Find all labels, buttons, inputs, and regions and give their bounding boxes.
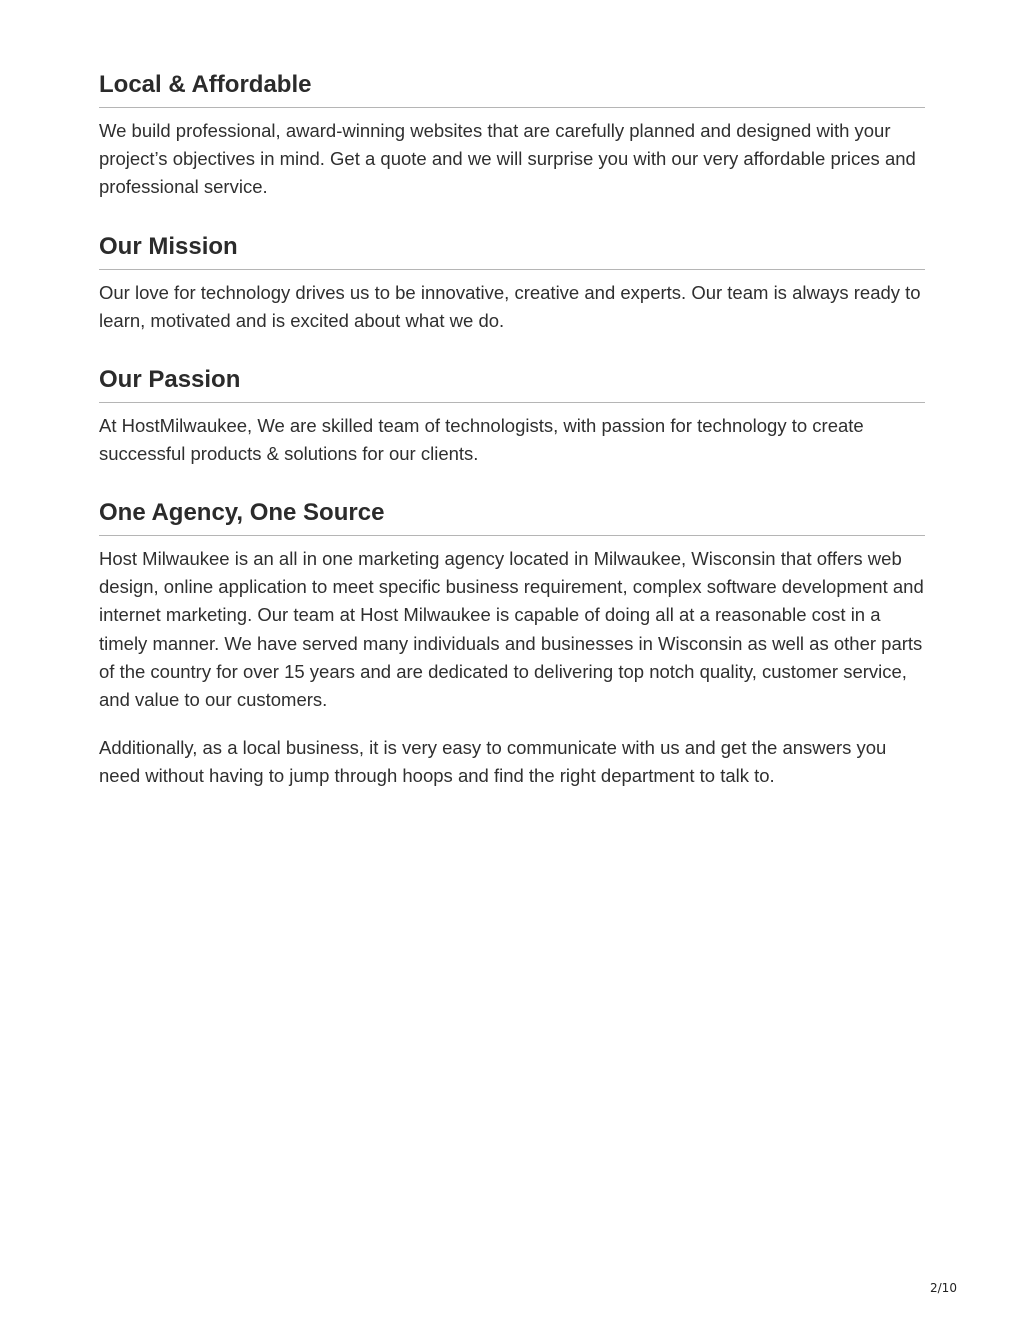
section-heading: Our Passion: [99, 363, 925, 403]
section-local-affordable: [99, 68, 925, 230]
section-paragraph: At HostMilwaukee, We are skilled team of technologists, with passion for technology to create successful products & solutions for our clients.: [99, 415, 864, 465]
section-our-mission: [99, 230, 925, 363]
section-one-agency: [99, 496, 925, 791]
section-heading: Our Mission: [99, 230, 925, 270]
section-heading: Local & Affordable: [99, 68, 925, 108]
section-our-passion: [99, 363, 925, 496]
section-paragraph: Our love for technology drives us to be innovative, creative and experts. Our team is always ready to learn, motivated and is excited about what we do.: [99, 282, 921, 332]
section-paragraph: Host Milwaukee is an all in one marketing agency located in Milwaukee, Wisconsin that offers web design, online application to meet specific business requirement, complex software development and internet marketing. Our team at Host Milwaukee is capable of doing all at a reasonable cost in a timely manner. We have served many individuals and businesses in Wisconsin as well as other parts of the country for over 15 years and are dedicated to delivering top notch quality, customer service, and value to our customers.: [99, 548, 924, 711]
document-content: [99, 68, 925, 791]
section-heading: One Agency, One Source: [99, 496, 925, 536]
section-paragraph: Additionally, as a local business, it is very easy to communicate with us and get the answers you need without having to jump through hoops and find the right department to talk to.: [99, 737, 887, 787]
section-paragraph: We build professional, award-winning websites that are carefully planned and designed with your project’s objectives in mind. Get a quote and we will surprise you with our very affordable prices and professional service.: [99, 120, 916, 198]
page-number: 2/10: [930, 1281, 957, 1295]
